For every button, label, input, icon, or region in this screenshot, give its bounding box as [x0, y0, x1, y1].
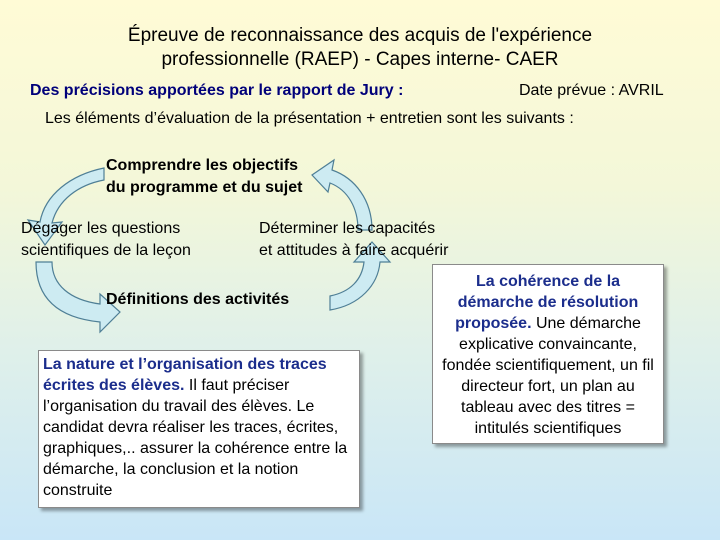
step-objectifs [106, 155, 302, 199]
title-line-2: professionnelle (RAEP) - Capes interne- CAER [161, 49, 559, 70]
coherence-box [432, 264, 664, 444]
step-activites: Définitions des activités [106, 291, 290, 308]
traces-body: Il faut préciser l’organisation du travail des élèves. Le candidat devra réaliser les traces, écrites, graphiques,.. assurer la cohérence entre la démarche, la conclusion et la notion construite [43, 377, 348, 499]
step-objectifs-line-1: Comprendre les objectifs [106, 157, 299, 174]
traces-box [38, 350, 360, 508]
jury-label: Des précisions apportées par le rapport de Jury : [30, 82, 404, 99]
page-title [0, 24, 720, 72]
coherence-highlight: La cohérence de la démarche de résolution proposée. [455, 273, 639, 332]
title-line-1: Épreuve de reconnaissance des acquis de l'expérience [127, 25, 593, 46]
step-questions-line-2: scientifiques de la leçon [21, 242, 191, 259]
step-objectifs-line-2: du programme et du sujet [106, 179, 303, 196]
step-capacites [259, 218, 448, 262]
date-label: Date prévue : AVRIL [519, 82, 664, 99]
step-questions [21, 218, 191, 262]
traces-highlight: La nature et l’organisation des traces écrites des élèves. [43, 356, 327, 394]
step-capacites-line-1: Déterminer les capacités [259, 220, 436, 237]
step-questions-line-1: Dégager les questions [21, 220, 181, 237]
step-capacites-line-2: et attitudes à faire acquérir [259, 242, 449, 259]
intro-text: Les éléments d’évaluation de la présentation + entretien sont les suivants : [45, 110, 574, 127]
coherence-body: Une démarche explicative convaincante, fondée scientifiquement, un fil directeur fort, un plan au tableau avec des titres = intitulés scientifiques [442, 315, 654, 437]
